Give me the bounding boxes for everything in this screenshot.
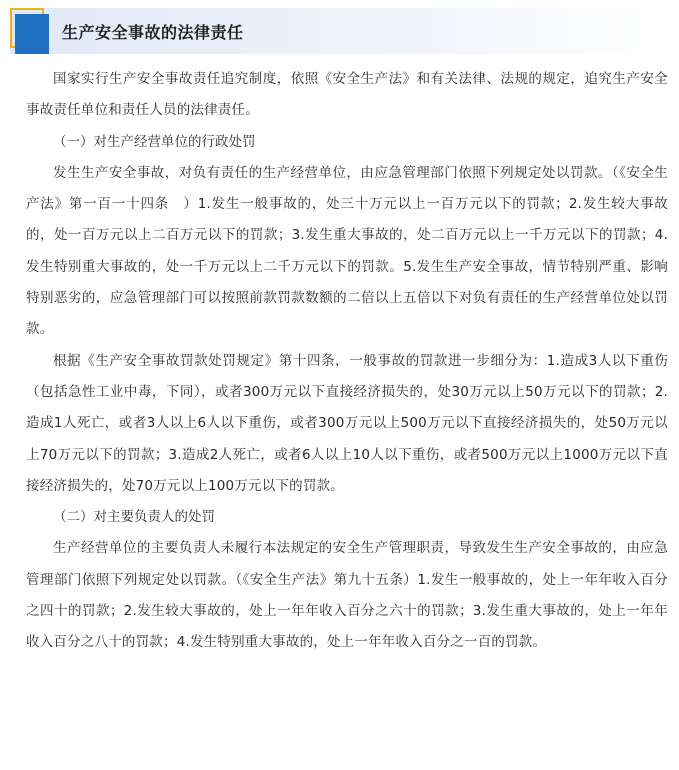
section2-heading: （二）对主要负责人的处罚 xyxy=(53,509,215,526)
header-accent-icon xyxy=(10,8,50,54)
page-title: 生产安全事故的法律责任 xyxy=(62,23,244,42)
article-body xyxy=(26,64,668,659)
section1-paragraph-1: 发生生产安全事故，对负有责任的生产经营单位，由应急管理部门依照下列规定处以罚款。（《安全生产法》第一百一十四条 ）1.发生一般事故的，处三十万元以上一百万元以下的罚款；2.发生较大事故的，处一百万元以上二百万元以下的罚款；3.发生重大事故的，处二百万元以上一千万元以下的罚款；4.发生特别重大事故的，处一千万元以上二千万元以下的罚款。5.发生生产安全事故，情节特别严重、影响特别恶劣的，应急管理部门可以按照前款罚款数额的二倍以上五倍以下对负有责任的生产经营单位处以罚款。 xyxy=(26,164,668,338)
section1-paragraph-2: 根据《生产安全事故罚款处罚规定》第十四条，一般事故的罚款进一步细分为：1.造成3人以下重伤（包括急性工业中毒，下同），或者300万元以下直接经济损失的，处30万元以上50万元以下的罚款；2.造成1人死亡，或者3人以上6人以下重伤，或者300万元以上500万元以下直接经济损失的，处50万元以上70万元以下的罚款；3.造成2人死亡，或者6人以上10人以下重伤，或者500万元以上1000万元以下直接经济损失的，处70万元以上100万元以下的罚款。 xyxy=(26,352,668,494)
intro-paragraph: 国家实行生产安全事故责任追究制度，依照《安全生产法》和有关法律、法规的规定，追究生产安全事故责任单位和责任人员的法律责任。 xyxy=(26,71,668,119)
section2-paragraph-1: 生产经营单位的主要负责人未履行本法规定的安全生产管理职责，导致发生生产安全事故的，由应急管理部门依照下列规定处以罚款。（《安全生产法》第九十五条）1.发生一般事故的，处上一年年收入百分之四十的罚款；2.发生较大事故的，处上一年年收入百分之六十的罚款；3.发生重大事故的，处上一年年收入百分之八十的罚款；4.发生特别重大事故的，处上一年年收入百分之一百的罚款。 xyxy=(26,540,668,651)
section-header xyxy=(10,8,672,54)
accent-fill xyxy=(15,14,49,54)
section1-heading: （一）对生产经营单位的行政处罚 xyxy=(53,133,256,150)
